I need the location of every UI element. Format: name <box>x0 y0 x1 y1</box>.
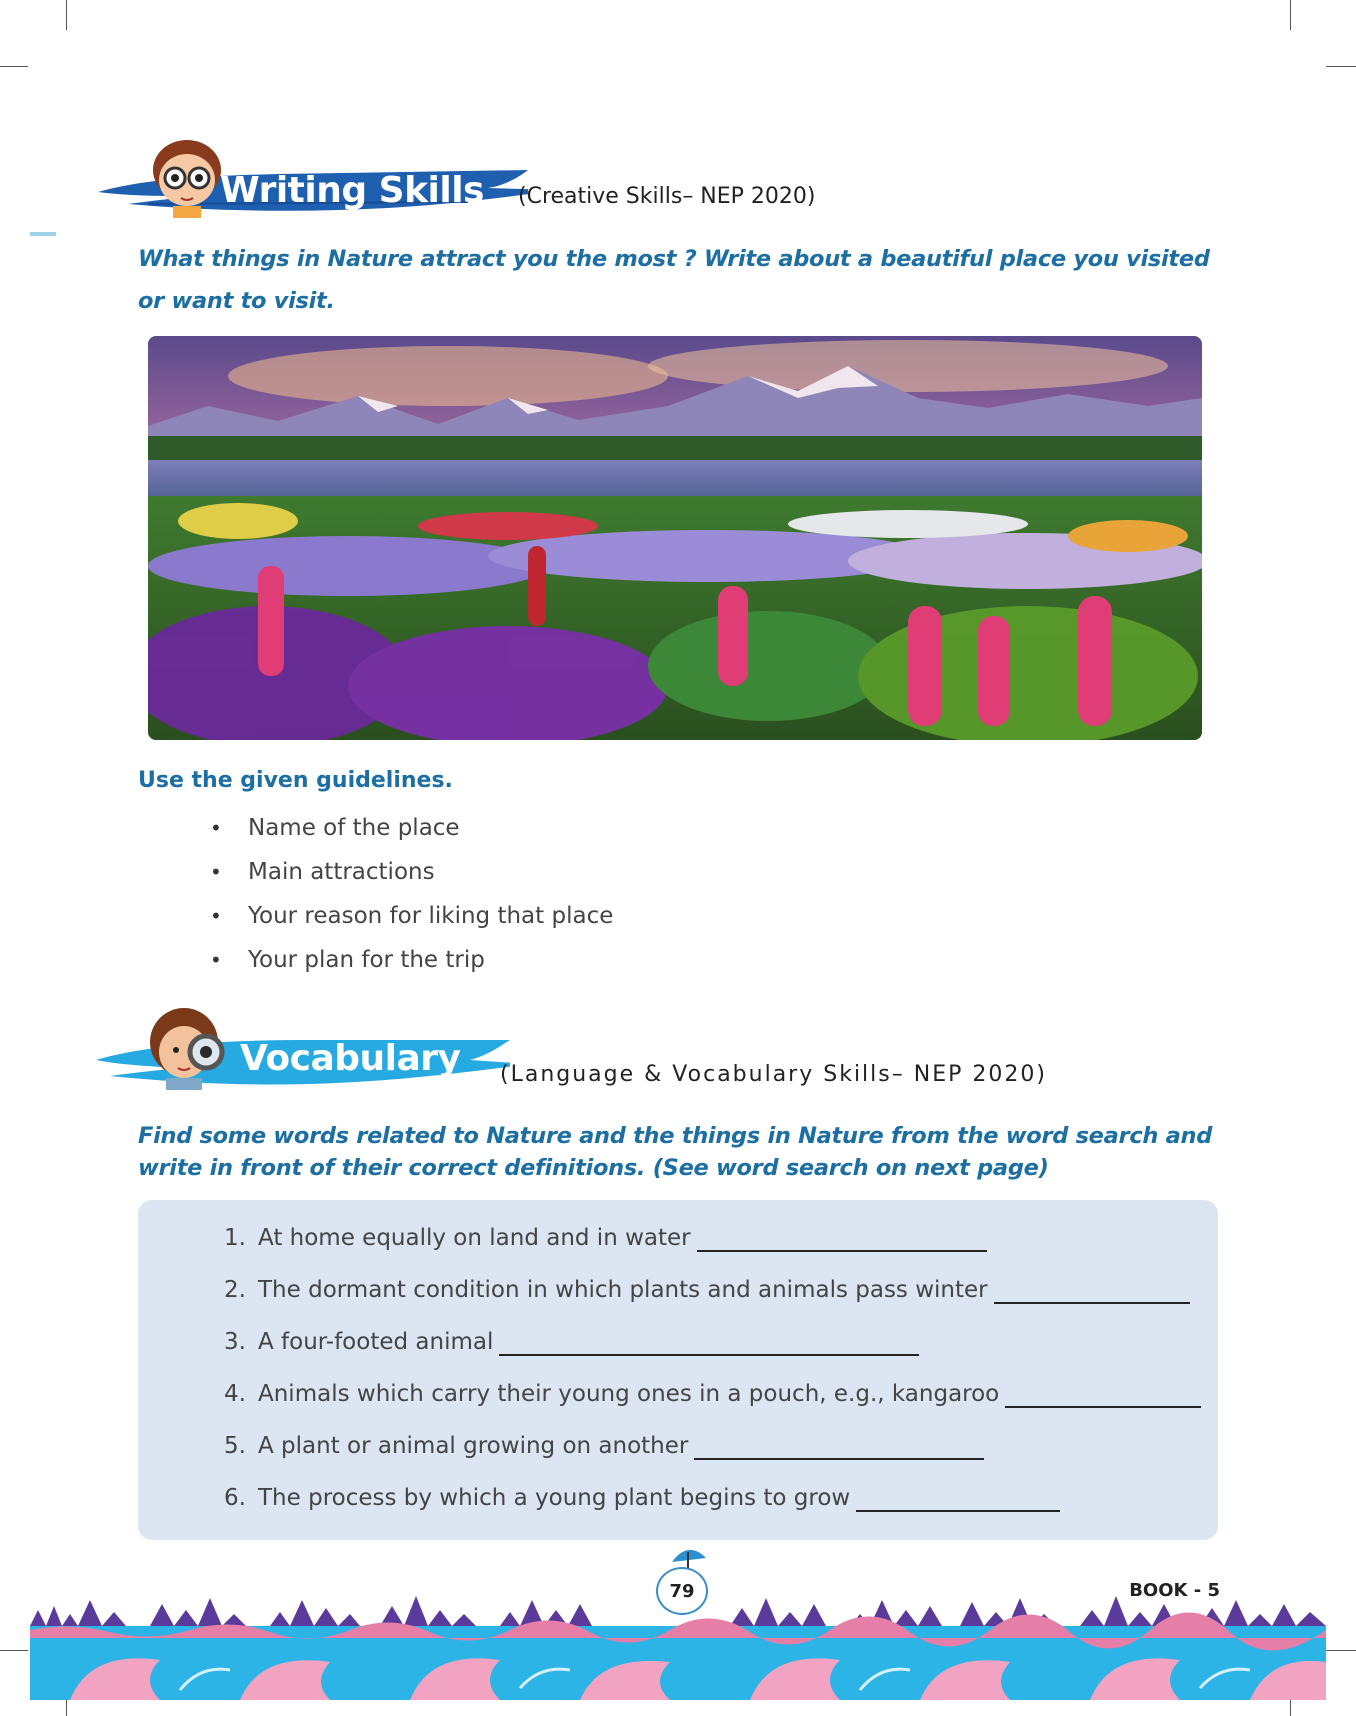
list-item <box>210 938 613 982</box>
guideline-text: Your reason for liking that place <box>248 903 614 929</box>
question-text: The dormant condition in which plants and animals pass winter <box>258 1277 988 1303</box>
vocabulary-questions <box>200 1212 1201 1524</box>
crop-mark <box>66 0 67 30</box>
girl-with-magnifier-icon <box>144 1002 234 1092</box>
list-item <box>210 850 613 894</box>
vocabulary-subtitle: (Language & Vocabulary Skills– NEP 2020) <box>500 1062 1047 1087</box>
guideline-text: Main attractions <box>248 859 435 885</box>
writing-prompt: What things in Nature attract you the most ? Write about a beautiful place you visited or want to visit. <box>138 246 1210 314</box>
question-number: 4. <box>224 1381 246 1407</box>
guideline-text: Name of the place <box>248 815 460 841</box>
crop-mark <box>1326 66 1356 67</box>
question-text: At home equally on land and in water <box>258 1225 691 1251</box>
list-item <box>200 1316 1201 1368</box>
question-number: 1. <box>224 1225 246 1251</box>
umbrella-icon <box>668 1540 710 1570</box>
question-text: A four-footed animal <box>258 1329 494 1355</box>
decorative-dash <box>30 232 56 236</box>
question-number: 5. <box>224 1433 246 1459</box>
answer-blank[interactable] <box>694 1432 984 1460</box>
bullet-icon: • <box>210 860 222 884</box>
list-item <box>210 894 613 938</box>
guidelines-list <box>210 806 613 982</box>
answer-blank[interactable] <box>856 1484 1060 1512</box>
question-text: Animals which carry their young ones in a pouch, e.g., kangaroo <box>258 1381 1000 1407</box>
crop-mark <box>1326 1650 1356 1651</box>
list-item <box>210 806 613 850</box>
crop-mark <box>0 1650 28 1651</box>
question-number: 3. <box>224 1329 246 1355</box>
vocabulary-prompt: Find some words related to Nature and the things in Nature from the word search and write in front of their correct definitions. (See word search on next page) <box>138 1123 1213 1181</box>
writing-skills-subtitle: (Creative Skills– NEP 2020) <box>518 184 816 209</box>
answer-blank[interactable] <box>994 1276 1190 1304</box>
vocabulary-banner <box>90 1000 510 1100</box>
list-item <box>200 1420 1201 1472</box>
list-item <box>200 1264 1201 1316</box>
bullet-icon: • <box>210 948 222 972</box>
crop-mark <box>0 66 28 67</box>
bullet-icon: • <box>210 904 222 928</box>
answer-blank[interactable] <box>1005 1380 1201 1408</box>
writing-skills-banner <box>88 130 528 230</box>
page-number: 79 <box>656 1567 708 1615</box>
list-item <box>200 1212 1201 1264</box>
bullet-icon: • <box>210 816 222 840</box>
crop-mark <box>1290 0 1291 30</box>
question-number: 6. <box>224 1485 246 1511</box>
answer-blank[interactable] <box>499 1328 919 1356</box>
guideline-text: Your plan for the trip <box>248 947 485 973</box>
nature-landscape-image <box>148 336 1202 740</box>
list-item <box>200 1472 1201 1524</box>
guidelines-heading: Use the given guidelines. <box>138 768 453 793</box>
book-label: BOOK - 5 <box>1129 1580 1220 1601</box>
question-text: A plant or animal growing on another <box>258 1433 689 1459</box>
question-text: The process by which a young plant begins to grow <box>258 1485 851 1511</box>
list-item <box>200 1368 1201 1420</box>
question-number: 2. <box>224 1277 246 1303</box>
answer-blank[interactable] <box>697 1224 987 1252</box>
vocabulary-title: Vocabulary <box>240 1038 461 1079</box>
writing-skills-title: Writing Skills <box>220 170 484 211</box>
